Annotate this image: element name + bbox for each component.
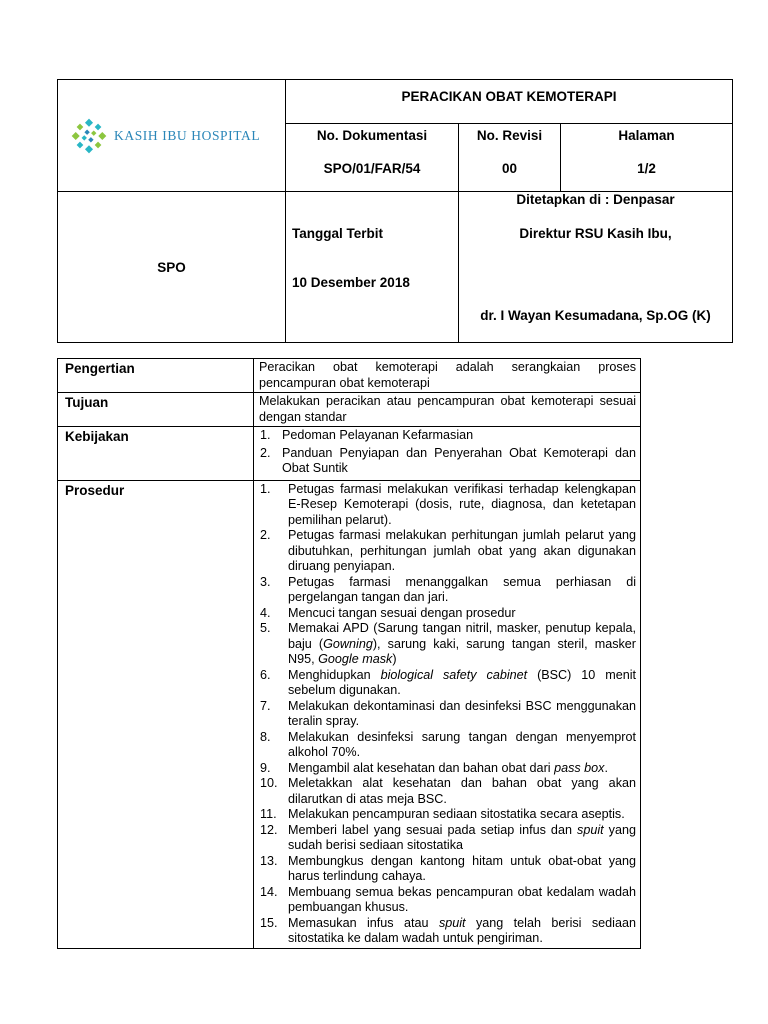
kebijakan-list-cell <box>254 427 641 481</box>
prosedur-item-text: Memberi label yang sesuai pada setiap infus dan spuit yang sudah berisi sediaan sitostatika <box>288 822 636 852</box>
prosedur-item-text: Melakukan desinfeksi sarung tangan dengan menyemprot alkohol 70%. <box>288 729 636 759</box>
prosedur-item-number: 8. <box>260 729 271 744</box>
prosedur-list <box>259 482 636 947</box>
document-header <box>57 79 733 343</box>
prosedur-item <box>259 761 636 777</box>
halaman-label: Halaman <box>618 128 675 143</box>
prosedur-item <box>259 606 636 622</box>
revisi-value: 00 <box>501 161 518 176</box>
tujuan-text: Melakukan peracikan atau pencampuran obat kemoterapi sesuai dengan standar <box>254 393 641 427</box>
document-title: PERACIKAN OBAT KEMOTERAPI <box>286 80 733 124</box>
prosedur-item-number: 9. <box>260 760 271 775</box>
prosedur-item-text: Petugas farmasi melakukan perhitungan jumlah pelarut yang dibutuhkan, perhitungan jumlah obat yang akan digunakan diruang penyiapan. <box>288 528 636 573</box>
logo-cell <box>58 80 286 192</box>
prosedur-item <box>259 668 636 699</box>
tanggal-value: 10 Desember 2018 <box>292 275 410 290</box>
prosedur-item-text: Petugas farmasi menanggalkan semua perhiasan di pergelangan tangan dan jari. <box>288 574 636 604</box>
prosedur-item-number: 15. <box>260 915 278 930</box>
kebijakan-row <box>58 427 641 481</box>
signatory-name: dr. I Wayan Kesumadana, Sp.OG (K) <box>480 308 711 323</box>
prosedur-item-text: Meletakkan alat kesehatan dan bahan obat yang akan dilarutkan di atas meja BSC. <box>288 776 636 806</box>
pengertian-text: Peracikan obat kemoterapi adalah serangkaian proses pencampuran obat kemoterapi <box>254 359 641 393</box>
halaman-cell <box>561 124 733 192</box>
logo-text: KASIH IBU HOSPITAL <box>114 127 261 143</box>
prosedur-item-text: Melakukan pencampuran sediaan sitostatika secara aseptis. <box>288 807 625 821</box>
kebijakan-item-text: Pedoman Pelayanan Kefarmasian <box>282 428 474 442</box>
pengesahan-cell <box>459 192 733 343</box>
prosedur-item-number: 4. <box>260 605 271 620</box>
prosedur-item-number: 2. <box>260 528 271 542</box>
prosedur-item <box>259 807 636 823</box>
tujuan-row <box>58 393 641 427</box>
kebijakan-item <box>259 446 636 477</box>
prosedur-item <box>259 885 636 916</box>
pengertian-row <box>58 359 641 393</box>
prosedur-item-text: Membungkus dengan kantong hitam untuk obat-obat yang harus terlindung cahaya. <box>288 853 636 883</box>
prosedur-item <box>259 730 636 761</box>
prosedur-item-number: 10. <box>260 776 278 790</box>
tanggal-label: Tanggal Terbit <box>292 226 383 241</box>
kebijakan-item-text: Panduan Penyiapan dan Penyerahan Obat Kemoterapi dan Obat Suntik <box>282 445 636 475</box>
flower-logo-icon <box>70 117 108 155</box>
prosedur-item-number: 6. <box>260 667 271 682</box>
dokumentasi-cell <box>286 124 459 192</box>
prosedur-item-text: Melakukan dekontaminasi dan desinfeksi BSC menggunakan teralin spray. <box>288 698 636 728</box>
prosedur-item-text: Memasukan infus atau spuit yang telah berisi sediaan sitostatika ke dalam wadah untuk pengiriman. <box>288 915 636 945</box>
prosedur-item-text: Mengambil alat kesehatan dan bahan obat dari pass box. <box>288 760 608 775</box>
prosedur-item <box>259 916 636 947</box>
prosedur-item-number: 13. <box>260 853 278 868</box>
prosedur-list-cell <box>254 480 641 948</box>
dokumentasi-label: No. Dokumentasi <box>316 128 428 143</box>
pengertian-label: Pengertian <box>58 359 254 393</box>
halaman-value: 1/2 <box>637 161 656 176</box>
ditetapkan-text: Ditetapkan di : Denpasar <box>516 192 675 207</box>
prosedur-item-number: 1. <box>260 481 271 496</box>
prosedur-item <box>259 621 636 668</box>
prosedur-item <box>259 575 636 606</box>
prosedur-item <box>259 854 636 885</box>
kebijakan-item-number: 2. <box>260 445 271 460</box>
prosedur-item-number: 14. <box>260 884 278 899</box>
prosedur-row <box>58 480 641 948</box>
spo-content-table <box>57 358 641 949</box>
revisi-label: No. Revisi <box>476 128 543 143</box>
prosedur-item <box>259 528 636 575</box>
prosedur-item-number: 7. <box>260 698 271 713</box>
prosedur-item-number: 11. <box>260 807 277 821</box>
prosedur-item-text: Petugas farmasi melakukan verifikasi terhadap kelengkapan E-Resep Kemoterapi (dosis, rute, diagnosa, dan ketetapan pemilihan pelarut). <box>288 481 636 527</box>
hospital-logo <box>58 117 285 155</box>
tujuan-label: Tujuan <box>58 393 254 427</box>
prosedur-item-text: Memakai APD (Sarung tangan nitril, masker, penutup kepala, baju (Gowning), sarung kaki, sarung tangan steril, masker N95, Google mask) <box>288 621 636 666</box>
prosedur-item-text: Mencuci tangan sesuai dengan prosedur <box>288 605 516 620</box>
tanggal-cell <box>286 192 459 343</box>
revisi-cell <box>459 124 561 192</box>
prosedur-item-number: 5. <box>260 621 271 635</box>
prosedur-item-number: 12. <box>260 822 278 837</box>
kebijakan-item <box>259 428 636 444</box>
spo-label: SPO <box>58 192 286 343</box>
direktur-text: Direktur RSU Kasih Ibu, <box>519 226 672 241</box>
prosedur-item <box>259 699 636 730</box>
prosedur-item <box>259 776 636 807</box>
prosedur-item-number: 3. <box>260 574 271 589</box>
prosedur-item-text: Menghidupkan biological safety cabinet (BSC) 10 menit sebelum digunakan. <box>288 667 637 697</box>
kebijakan-label: Kebijakan <box>58 427 254 481</box>
prosedur-item-text: Membuang semua bekas pencampuran obat kedalam wadah pembuangan khusus. <box>288 884 636 914</box>
prosedur-label: Prosedur <box>58 480 254 948</box>
kebijakan-item-number: 1. <box>260 428 271 442</box>
kebijakan-list <box>259 428 636 477</box>
prosedur-item <box>259 823 636 854</box>
prosedur-item <box>259 482 636 529</box>
dokumentasi-value: SPO/01/FAR/54 <box>323 161 421 176</box>
